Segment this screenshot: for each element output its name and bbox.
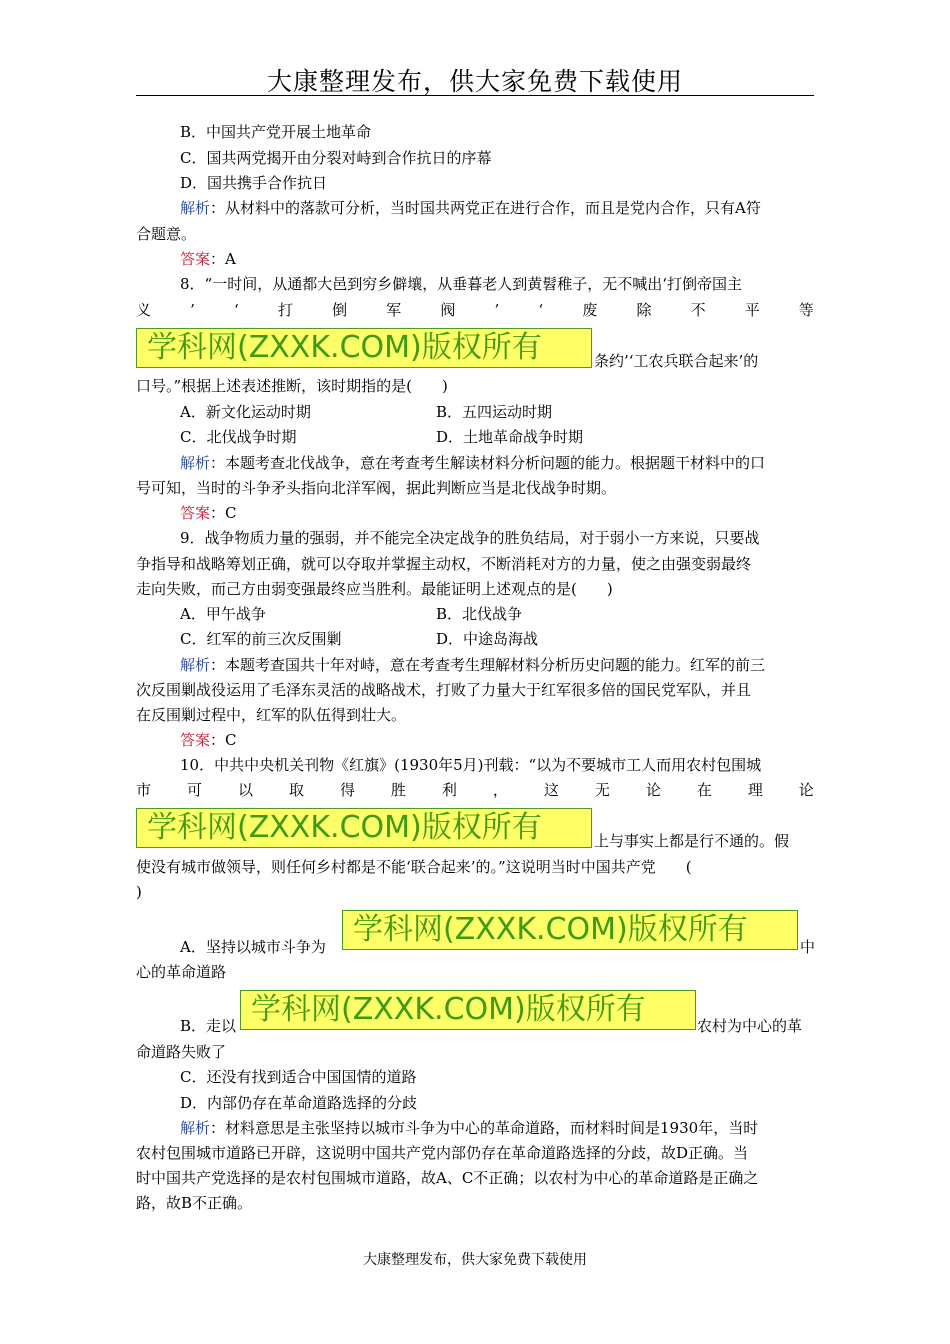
q10-analysis-line-3: 时中国共产党选择的是农村包围城市道路，故A、C不正确；以农村为中心的革命道路是正确之 [136,1169,759,1187]
stem-char: 论 [798,781,814,799]
stem-char: ’ [494,301,500,319]
q9-analysis-line-3: 在反围剿过程中，红军的队伍得到壮大。 [136,706,407,724]
stem-char: 打 [277,301,293,319]
answer-value: ：C [210,504,237,522]
q10-analysis-line-1 [180,1118,758,1138]
watermark-banner: 学科网(ZXXK.COM)版权所有 [136,808,592,848]
analysis-text: ：本题考查国共十年对峙，意在考查考生理解材料分析历史问题的能力。红军的前三 [210,656,766,674]
stem-char: ‘ [234,301,239,319]
q9-stem-line-2: 争指导和战略筹划正确，就可以夺取并掌握主动权，不断消耗对方的力量，使之由强变弱最终 [136,555,752,573]
q10-option-b-line-1: B．走以 [180,1017,237,1035]
stem-char: ’ [190,301,195,319]
stem-char: 在 [696,781,712,799]
stem-char: 义 [136,301,152,319]
stem-char: 等 [798,301,814,319]
q9-answer [180,730,237,750]
q9-option-d: D．中途岛海战 [436,630,539,648]
stem-char: 不 [690,301,706,319]
q10-option-a-line-2: 心的革命道路 [136,963,227,981]
q8-stem-line-4: 口号。”根据上述表述推断，该时期指的是( ) [136,377,448,395]
q9-stem-line-1: 9．战争物质力量的强弱，并不能完全决定战争的胜负结局，对于弱小一方来说，只要战 [180,529,760,547]
page-footer: 大康整理发布，供大家免费下载使用 [363,1252,587,1268]
q10-stem-line-1: 10．中共中央机关刊物《红旗》(1930年5月)刊载：“以为不要城市工人而用农村包围城 [180,756,762,774]
q8-option-c: C．北伐战争时期 [180,428,297,446]
stem-char: 利 [441,781,457,799]
watermark-banner: 学科网(ZXXK.COM)版权所有 [136,328,592,368]
q9-stem-line-3: 走向失败，而己方由弱变强最终应当胜利。最能证明上述观点的是( ) [136,580,613,598]
q8-analysis-line-2: 号可知，当时的斗争矛头指向北洋军阀，据此判断应当是北伐战争时期。 [136,479,617,497]
stem-char: 阀 [440,301,456,319]
header-divider [136,95,814,96]
q8-answer [180,503,237,523]
stem-char: 市 [136,781,152,799]
q10-option-d: D．内部仍存在革命道路选择的分歧 [180,1094,418,1112]
q8-stem-line-2 [136,300,814,320]
stem-char: 除 [636,301,652,319]
analysis-label: 解析 [180,1119,211,1137]
q7-option-c: C．国共两党揭开由分裂对峙到合作抗日的序幕 [180,149,492,167]
stem-char: 这 [543,781,559,799]
q8-stem-line-1: 8．“一时间，从通都大邑到穷乡僻壤，从垂暮老人到黄髫稚子，无不喊出‘打倒帝国主 [180,275,742,293]
analysis-label: 解析 [180,454,211,472]
answer-value: ：A [210,250,236,268]
q10-option-a-line-1: A．坚持以城市斗争为 [180,938,326,956]
q7-analysis-line-1 [180,198,761,218]
q10-option-b-tail: 农村为中心的革 [697,1017,803,1035]
stem-char: 取 [288,781,304,799]
watermark-banner: 学科网(ZXXK.COM)版权所有 [342,910,798,950]
answer-label: 答案 [180,250,211,268]
analysis-label: 解析 [180,656,211,674]
answer-label: 答案 [180,504,211,522]
stem-char: 得 [339,781,355,799]
q10-stem-line-5: ) [136,883,142,901]
q10-stem-line-3: 上与事实上都是行不通的。假 [594,832,790,850]
analysis-text: ：从材料中的落款可分析，当时国共两党正在进行合作，而且是党内合作，只有A符 [210,199,761,217]
q8-option-a: A．新文化运动时期 [180,403,311,421]
analysis-text: ：材料意思是主张坚持以城市斗争为中心的革命道路，而材料时间是1930年，当时 [210,1119,759,1137]
stem-char: 胜 [390,781,406,799]
stem-char: 理 [747,781,763,799]
answer-label: 答案 [180,731,211,749]
q7-answer [180,249,236,269]
stem-char: 废 [582,301,598,319]
stem-char: 平 [744,301,760,319]
q7-option-b: B．中国共产党开展土地革命 [180,123,372,141]
q9-option-a: A．甲午战争 [180,605,266,623]
q10-option-b-line-2: 命道路失败了 [136,1043,227,1061]
q7-option-d: D．国共携手合作抗日 [180,174,328,192]
q9-analysis-line-2: 次反围剿战役运用了毛泽东灵活的战略战术，打败了力量大于红军很多倍的国民党军队，并且 [136,681,752,699]
analysis-label: 解析 [180,199,211,217]
q10-option-c: C．还没有找到适合中国国情的道路 [180,1068,417,1086]
stem-char: 无 [594,781,610,799]
q9-analysis-line-1 [180,655,765,675]
q8-stem-line-3: 条约’‘工农兵联合起来’的 [594,352,759,370]
q10-analysis-line-2: 农村包围城市道路已开辟，这说明中国共产党内部仍存在革命道路选择的分歧，故D正确。当 [136,1144,749,1162]
q8-option-d: D．土地革命战争时期 [436,428,584,446]
stem-char: ‘ [538,301,544,319]
stem-char: 倒 [332,301,348,319]
stem-char: ， [492,781,508,799]
q10-analysis-line-4: 路，故B不正确。 [136,1194,253,1212]
watermark-banner: 学科网(ZXXK.COM)版权所有 [240,990,696,1030]
stem-char: 论 [645,781,661,799]
q8-analysis-line-1 [180,453,765,473]
q8-option-b: B．五四运动时期 [436,403,553,421]
analysis-text: ：本题考查北伐战争，意在考查考生解读材料分析问题的能力。根据题干材料中的口 [210,454,766,472]
answer-value: ：C [210,731,237,749]
page-header-title: 大康整理发布，供大家免费下载使用 [266,67,683,96]
stem-char: 军 [386,301,402,319]
stem-char: 可 [186,781,202,799]
stem-char: 以 [237,781,253,799]
q10-stem-line-2 [136,780,814,800]
q9-option-b: B．北伐战争 [436,605,523,623]
q10-stem-line-4: 使没有城市做领导，则任何乡村都是不能‘联合起来’的。”这说明当时中国共产党 ( [136,858,692,876]
q7-analysis-line-2: 合题意。 [136,225,197,243]
q9-option-c: C．红军的前三次反围剿 [180,630,342,648]
q10-option-a-tail: 中 [800,938,816,956]
